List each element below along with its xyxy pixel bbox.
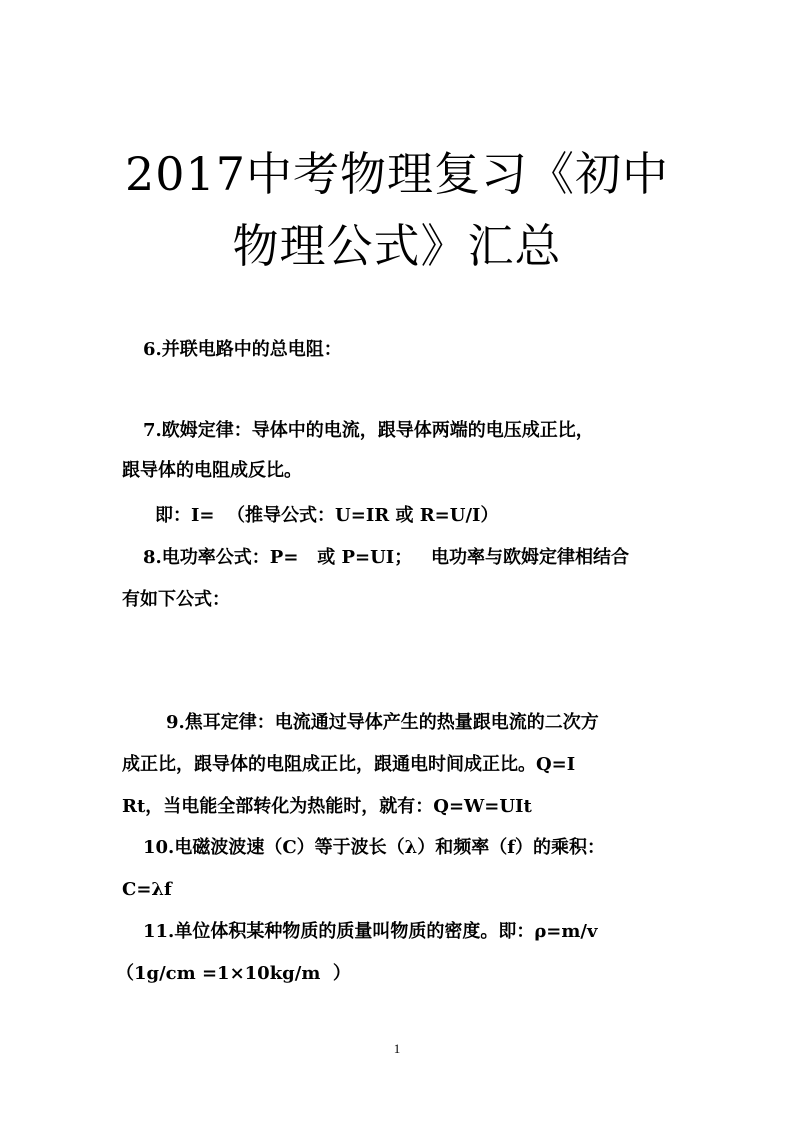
item-7-line-1: 7.欧姆定律：导体中的电流，跟导体两端的电压成正比，	[143, 420, 594, 441]
title-line-1: 2017中考物理复习《初中	[124, 147, 670, 201]
item-9-line-2: 成正比，跟导体的电阻成正比，跟通电时间成正比。Q=I	[122, 754, 576, 775]
title-line-2: 物理公式》汇总	[232, 219, 562, 273]
item-8-line-2: 有如下公式：	[122, 589, 230, 610]
document-title	[60, 138, 734, 282]
item-11-line-1: 11.单位体积某种物质的质量叫物质的密度。即：ρ=m/v	[143, 921, 598, 942]
page-number: 1	[393, 1041, 401, 1056]
ohm-formula-line: 即：I= （推导公式：U=IR 或 R=U/I）	[155, 505, 499, 526]
item-10-line-1: 10.电磁波波速（C）等于波长（λ）和频率（f）的乘积：	[143, 837, 606, 858]
item-8-line-1: 8.电功率公式：P= 或 P=UI； 电功率与欧姆定律相结合	[143, 547, 630, 568]
item-10-line-2: C=λf	[122, 879, 172, 900]
item-6-line-1: 6.并联电路中的总电阻：	[143, 339, 342, 360]
item-11-line-2: （1g/cm =1×10kg/m ）	[116, 963, 351, 984]
item-9-line-3: Rt，当电能全部转化为热能时，就有：Q=W=UIt	[122, 796, 532, 817]
item-7-line-2: 跟导体的电阻成反比。	[122, 460, 302, 481]
item-9-line-1: 9.焦耳定律：电流通过导体产生的热量跟电流的二次方	[166, 712, 599, 733]
